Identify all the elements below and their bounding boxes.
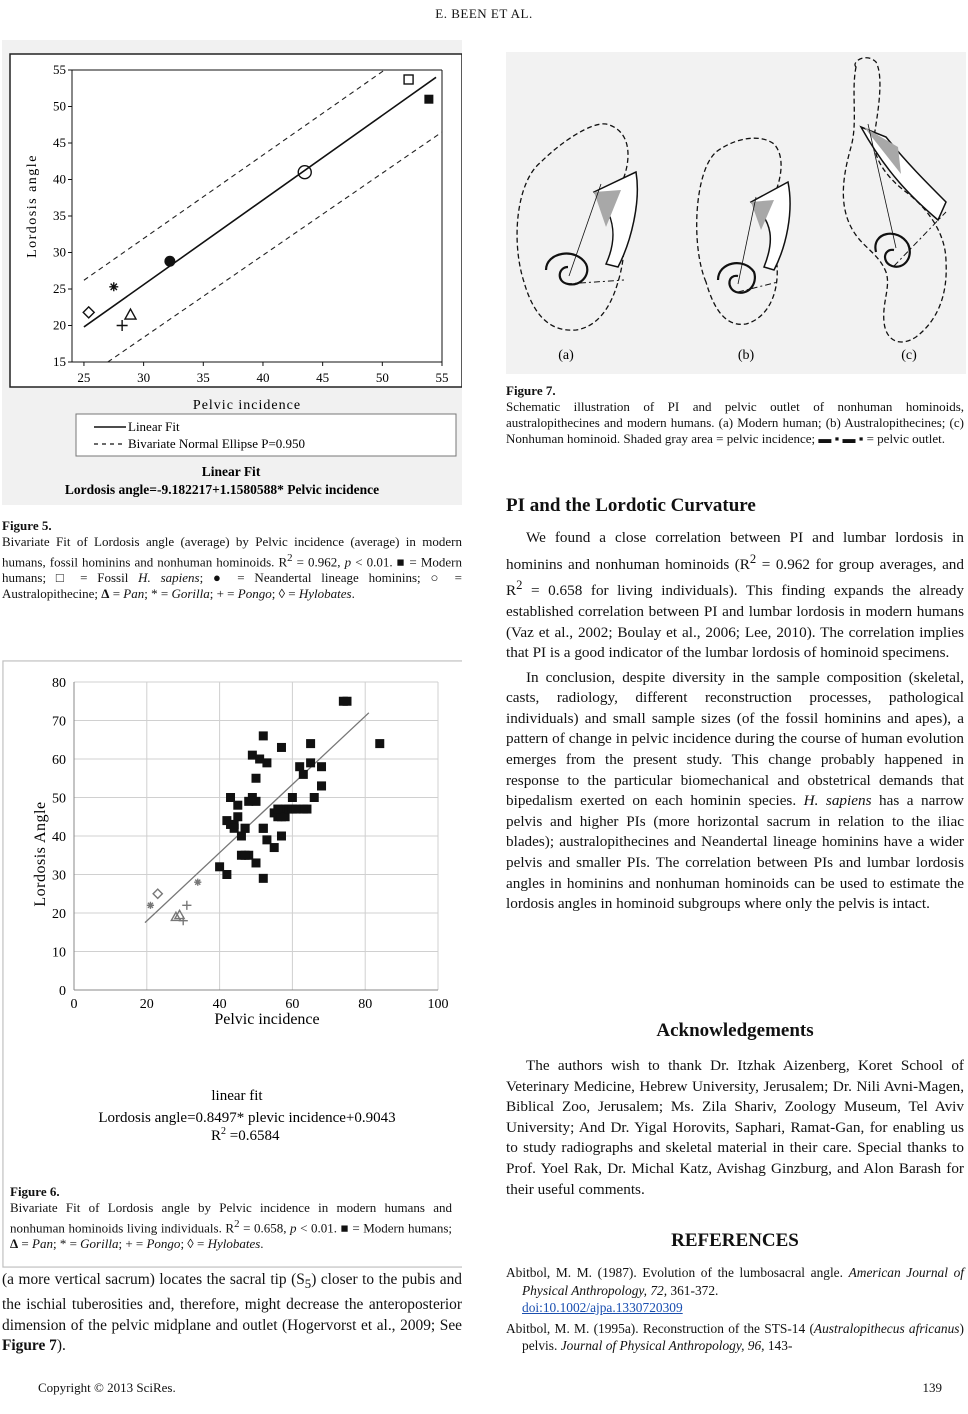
y-tick-label: 70 [52, 714, 66, 730]
y-tick-label: 55 [53, 62, 66, 77]
paragraph-text: ) closer to the pubis and the ischial tuberosities and, therefore, might decrease the anteroposterior dimension of the pelvic midplane and outlet (Hogervorst et al., 2009; See [2, 1271, 462, 1334]
figure-7-caption [506, 383, 964, 447]
figure-6-chart [2, 660, 462, 1268]
acknowledgements-text: The authors wish to thank Dr. Itzhak Aizenberg, Koret School of Veterinary Medicine, Hebrew University, Jerusalem; Dr. Nili Avni-Magen, Biblical Zoo, Jerusalem; Ms. Zila Shariv, Zoology Museum, Tel Aviv University; And Dr. Yigal Horovits, Saphari, Ramat-Gan, for enabling us to study radiographs and skeletal material in their care. Special thanks to Prof. Yoel Rak, Dr. Michal Katz, Avishag Ginzburg, and Alon Barash for their useful comments. [506, 1057, 964, 1198]
square-filled-point [222, 870, 231, 879]
figure-7-reference: Figure 7 [2, 1337, 57, 1355]
caption-text: ; * = [144, 586, 172, 602]
caption-italic: p [344, 554, 352, 570]
square-filled-point [233, 812, 242, 821]
legend-linear-fit-label: Linear Fit [128, 419, 180, 434]
paragraph-italic: H. sapiens [803, 792, 872, 810]
reference-authors: Abitbol, M. M. (1987). Evolution of the lumbosacral angle. [506, 1265, 849, 1280]
figure-7-caption-title: Figure 7. [506, 383, 556, 398]
reference-doi-link[interactable]: doi:10.1002/ajpa.1330720309 [522, 1300, 683, 1315]
square-filled-point [295, 762, 304, 771]
square-filled-point [306, 739, 315, 748]
caption-text: ; ● = Neandertal lineage hominins; ○ = Australopithecine; [2, 570, 463, 602]
square-filled-point [292, 805, 301, 814]
square-filled-point [424, 95, 433, 104]
x-axis-label: Pelvic incidence [214, 1011, 320, 1028]
paragraph-pi-1 [506, 528, 964, 664]
square-filled-point [343, 697, 352, 706]
x-tick-label: 55 [435, 370, 449, 385]
caption-italic: H. sapiens [138, 570, 200, 586]
figure-6-fit-title: linear fit [211, 1088, 263, 1104]
caption-text: . [351, 586, 355, 602]
reference-pages: 361-372. [667, 1282, 719, 1298]
star-point [147, 902, 154, 909]
caption-italic: p [290, 1220, 297, 1236]
figure-6-caption [10, 1184, 452, 1252]
square-filled-point [317, 781, 326, 790]
caption-bold: Δ [101, 586, 110, 602]
x-tick-label: 60 [285, 997, 300, 1012]
square-filled-point [299, 770, 308, 779]
square-filled-point [277, 743, 286, 752]
section-heading-acknowledgements: Acknowledgements [656, 1020, 814, 1041]
caption-text: Bivariate Fit of Lordosis angle by Pelvic incidence in modern humans and nonhuman hominoids living individuals. R [10, 1200, 452, 1236]
y-tick-label: 35 [53, 208, 66, 223]
y-tick-label: 40 [52, 830, 66, 845]
square-filled-point [215, 862, 224, 871]
paragraph-text: = 0.962 for group averages, and R [506, 555, 964, 600]
section-pi-body [506, 528, 964, 915]
caption-sup: 2 [287, 552, 293, 564]
caption-text: ; ◊ = [271, 586, 299, 602]
star-point [109, 282, 118, 291]
caption-text: = 0.658, [239, 1220, 291, 1236]
square-filled-point [233, 801, 242, 810]
caption-bold: Δ [10, 1236, 19, 1252]
caption-text: < 0.01. ■ = Modern humans; □ = Fossil [2, 554, 462, 586]
reference-authors: Abitbol, M. M. (1995a). Reconstruction of the STS-14 ( [506, 1320, 814, 1336]
square-filled-point [270, 843, 279, 852]
y-tick-label: 25 [53, 281, 66, 296]
legend-ellipse-label: Bivariate Normal Ellipse P=0.950 [128, 436, 306, 451]
paragraph-text: has a narrow pelvis and higher PIs (more horizontal sacrum in relation to the iliac blades); australopithecines and Neandertal lineage hominins have a wider pelvis and smaller PIs. The correlation between PIs and lumbar lordosis angles in hominins and nonhuman hominoids can be used to estimate the lordosis angles in hominoid subgroups where only the pelvis is intact. [506, 792, 965, 913]
square-filled-point [252, 858, 261, 867]
left-column-paragraph [2, 1270, 462, 1357]
paragraph-sub: 5 [304, 1277, 312, 1292]
figure-7-panel-label-a: (a) [558, 348, 574, 363]
footer-copyright: Copyright © 2013 SciRes. [38, 1380, 176, 1395]
figure-6-caption-title: Figure 6. [10, 1184, 60, 1199]
reference-item [506, 1264, 964, 1317]
y-axis-label: Lordosis Angle [32, 801, 49, 907]
caption-text: = 0.962, [292, 554, 345, 570]
star-point [194, 879, 201, 886]
caption-text: ; * = [52, 1236, 81, 1252]
y-axis-label: Lordosis angle [25, 154, 40, 258]
y-tick-label: 50 [53, 98, 66, 114]
y-tick-label: 20 [52, 907, 66, 922]
y-tick-label: 60 [52, 753, 66, 768]
square-filled-point [310, 793, 319, 802]
x-tick-label: 35 [196, 370, 210, 385]
paragraph-pi-2 [506, 668, 964, 915]
figure-5-caption [2, 518, 462, 602]
x-tick-label: 80 [358, 997, 373, 1012]
square-filled-point [226, 793, 235, 802]
caption-text: . [260, 1236, 264, 1252]
paragraph-text: We found a close correlation between PI and lumbar lordosis in hominins and nonhuman hominoids (R [506, 529, 964, 573]
square-filled-point [277, 832, 286, 841]
x-tick-label: 40 [212, 997, 227, 1012]
r2-label: R [211, 1128, 222, 1144]
square-filled-point [273, 805, 282, 814]
r2-value: =0.6584 [226, 1128, 280, 1144]
y-tick-label: 30 [52, 868, 66, 884]
caption-text: = [109, 586, 124, 602]
x-axis-label: Pelvic incidence [192, 398, 302, 413]
caption-text: = [18, 1236, 32, 1252]
figure-7-panel-label-c: (c) [901, 348, 917, 363]
caption-italic: Hylobates [298, 586, 352, 602]
caption-italic: Pan [123, 586, 145, 602]
square-filled-point [262, 835, 271, 844]
figure-7-caption-text: Schematic illustration of PI and pelvic outlet of nonhuman hominoids, australopithecines and modern humans. (a) Modern human; (b) Australopithecines; (c) Nonhuman hominoid. Shaded gray area = pelvic incidence; ▬ ▪ ▬ ▪ = pelvic outlet. [506, 399, 964, 446]
running-head: E. BEEN ET AL. [435, 6, 533, 21]
x-tick-label: 50 [375, 370, 389, 385]
caption-italic: Pongo [146, 1236, 181, 1252]
paragraph-text: (a more vertical sacrum) locates the sacral tip (S [2, 1271, 305, 1288]
square-filled-point [259, 731, 268, 740]
x-tick-label: 30 [137, 370, 151, 385]
figure-6-equation: Lordosis angle=0.8497* plevic incidence+0.9043 [98, 1110, 396, 1126]
caption-text: ; ◊ = [180, 1236, 208, 1252]
y-tick-label: 20 [53, 317, 66, 333]
y-tick-label: 80 [52, 676, 66, 691]
square-filled-point [241, 824, 250, 833]
y-tick-label: 40 [53, 171, 66, 187]
caption-text: ; + = [118, 1236, 147, 1252]
figure-5 [2, 40, 462, 505]
caption-italic: Gorilla [80, 1236, 119, 1252]
reference-journal: American Journal of Physical Anthropology, 72, [522, 1265, 964, 1298]
caption-italic: Pan [32, 1236, 53, 1252]
r2-sup: 2 [221, 1126, 227, 1137]
square-filled-point [259, 824, 268, 833]
figure-5-fit-title: Linear Fit [201, 464, 261, 479]
square-filled-point [317, 762, 326, 771]
reference-item [506, 1320, 964, 1355]
figure-5-equation: Lordosis angle=-9.182217+1.1580588* Pelvic incidence [64, 482, 380, 497]
reference-pages: 143- [764, 1338, 793, 1353]
square-filled-point [241, 851, 250, 860]
references-list [506, 1264, 964, 1358]
square-filled-point [259, 874, 268, 883]
paragraph-text: = 0.658 for living individuals). This finding expands the already established correlation between PI and lumbar lordosis in modern humans (Vaz et al., 2002; Boulay et al., 2006; Lee, 2010). The correlation implies that PI is a good indicator of the lumbar lordosis of hominoid specimens. [506, 582, 964, 662]
caption-italic: Gorilla [171, 586, 210, 602]
x-tick-label: 100 [427, 997, 449, 1012]
caption-italic: Hylobates [207, 1236, 261, 1252]
y-tick-label: 50 [52, 791, 66, 807]
square-filled-point [288, 793, 297, 802]
y-tick-label: 45 [53, 135, 66, 150]
paragraph-sup: 2 [749, 551, 757, 566]
square-filled-point [281, 812, 290, 821]
paragraph-text: In conclusion, despite diversity in the sample composition (skeletal, casts, radiology, different reconstruction processes, pathological individuals) and small sample sizes (of the fossil hominins and apes), a pattern of change in pelvic incidence during the course of human evolution emerges from the present study. This change probably happened in response to the particular biomechanical and obstetrical demands that bipedalism exerted on each hominin species. [506, 668, 964, 810]
x-tick-label: 0 [70, 997, 78, 1012]
figure-6 [2, 660, 462, 1268]
reference-journal: Australopithecus africanus [813, 1320, 960, 1336]
x-tick-label: 20 [139, 997, 154, 1012]
y-tick-label: 10 [52, 945, 66, 961]
reference-journal: Journal of Physical Anthropology, 96, [560, 1338, 765, 1353]
footer-page-number: 139 [922, 1380, 942, 1395]
square-filled-point [306, 758, 315, 767]
reference-text: ) pelvis. [522, 1320, 964, 1353]
y-tick-label: 0 [59, 984, 66, 999]
square-filled-point [252, 797, 261, 806]
caption-italic: Pongo [237, 586, 272, 602]
circle-filled-point [164, 256, 175, 267]
square-filled-point [375, 739, 384, 748]
paragraph-sup: 2 [516, 578, 523, 593]
section-heading-pi: PI and the Lordotic Curvature [506, 495, 756, 516]
x-tick-label: 45 [316, 370, 330, 385]
figure-5-caption-title: Figure 5. [2, 518, 52, 533]
square-filled-point [252, 774, 261, 783]
x-tick-label: 25 [77, 370, 91, 385]
figure-5-chart [2, 40, 462, 505]
caption-sup: 2 [234, 1218, 240, 1230]
y-tick-label: 30 [53, 244, 66, 260]
figure-7-panel-label-b: (b) [737, 348, 755, 363]
caption-text: ; + = [209, 586, 238, 602]
paragraph-text: ). [56, 1337, 66, 1355]
figure-7 [506, 52, 966, 374]
y-tick-label: 15 [53, 354, 66, 369]
x-tick-label: 40 [256, 370, 270, 385]
figure-7-illustration [506, 52, 966, 374]
caption-text: < 0.01. ■ = Modern humans; [296, 1220, 452, 1236]
section-heading-references: REFERENCES [671, 1230, 799, 1251]
caption-text: Bivariate Fit of Lordosis angle (average) by Pelvic incidence (average) in modern humans, fossil hominins and nonhuman hominoids. R [2, 534, 462, 570]
square-filled-point [222, 816, 231, 825]
acknowledgements-body [506, 1056, 964, 1200]
square-filled-point [255, 755, 264, 764]
square-filled-point [237, 832, 246, 841]
square-filled-point [230, 824, 239, 833]
